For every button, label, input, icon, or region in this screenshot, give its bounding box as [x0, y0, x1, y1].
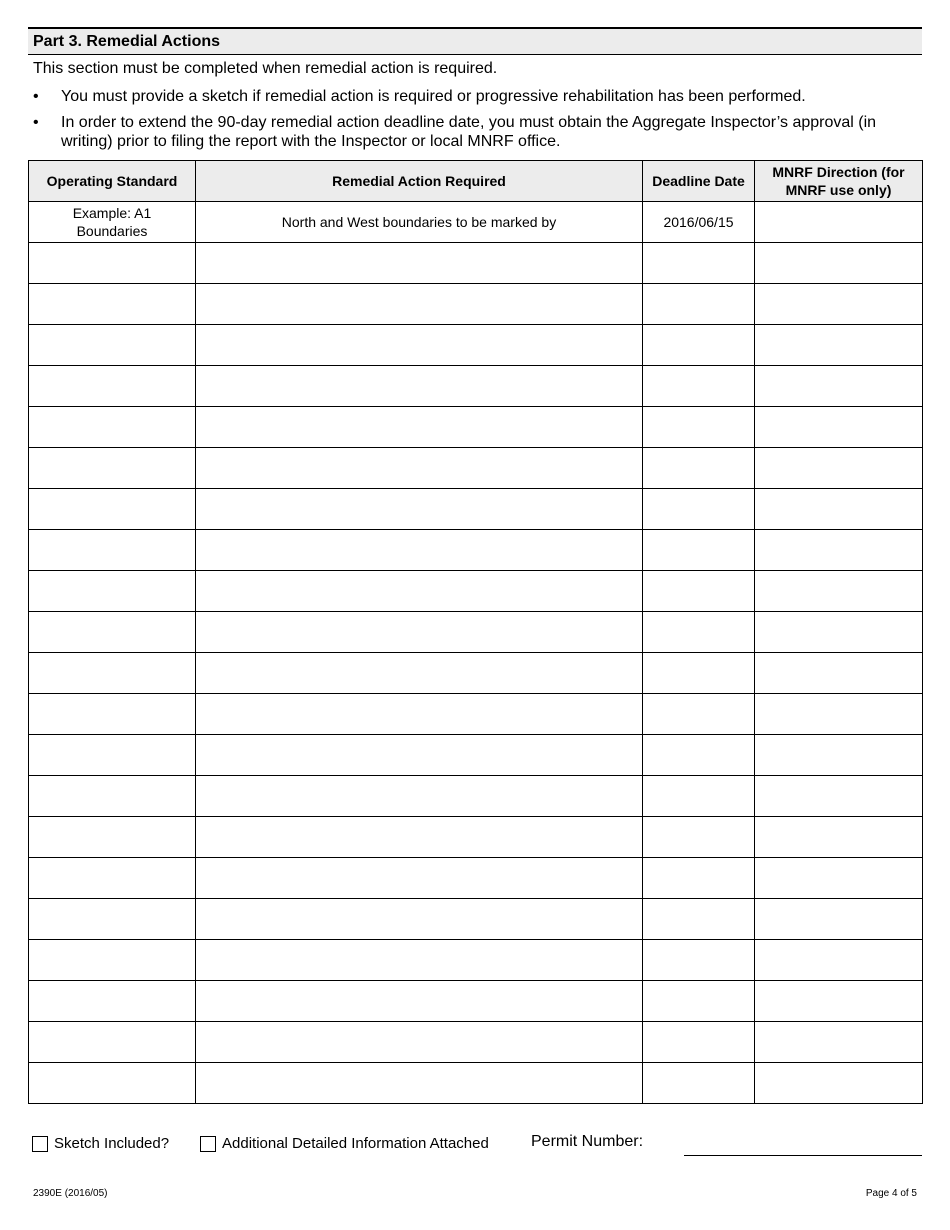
bullet-text: In order to extend the 90-day remedial action deadline date, you must obtain the Aggregate Inspector’s approval (in writing) prior to filing the report with the Inspector or local MNRF office.: [61, 114, 877, 150]
table-row: [29, 735, 923, 776]
cell-deadline-date-input[interactable]: [643, 981, 755, 1022]
cell-deadline-date-input[interactable]: [643, 817, 755, 858]
cell-remedial-action-input[interactable]: [196, 1022, 643, 1063]
example-deadline: 2016/06/15: [643, 202, 755, 243]
header-remedial-action: Remedial Action Required: [196, 161, 643, 202]
table-row: [29, 899, 923, 940]
cell-deadline-date-input[interactable]: [643, 571, 755, 612]
cell-mnrf-direction-input[interactable]: [755, 694, 923, 735]
table-row: [29, 776, 923, 817]
table-row: [29, 858, 923, 899]
cell-mnrf-direction-input[interactable]: [755, 284, 923, 325]
sketch-included-label: Sketch Included?: [54, 1135, 170, 1152]
cell-remedial-action-input[interactable]: [196, 571, 643, 612]
table-row: [29, 612, 923, 653]
table-row: [29, 530, 923, 571]
cell-mnrf-direction-input[interactable]: [755, 735, 923, 776]
cell-operating-standard-input[interactable]: [29, 776, 196, 817]
cell-mnrf-direction-input[interactable]: [755, 612, 923, 653]
sketch-included-option[interactable]: [32, 1135, 169, 1152]
cell-remedial-action-input[interactable]: [196, 612, 643, 653]
cell-deadline-date-input[interactable]: [643, 407, 755, 448]
table-row: [29, 1022, 923, 1063]
cell-deadline-date-input[interactable]: [643, 612, 755, 653]
cell-mnrf-direction-input[interactable]: [755, 940, 923, 981]
cell-remedial-action-input[interactable]: [196, 489, 643, 530]
cell-mnrf-direction-input[interactable]: [755, 817, 923, 858]
table-row: [29, 366, 923, 407]
example-operating-standard: Example: A1 Boundaries: [29, 202, 196, 243]
table-row: [29, 448, 923, 489]
cell-deadline-date-input[interactable]: [643, 694, 755, 735]
cell-operating-standard-input[interactable]: [29, 940, 196, 981]
section-intro: This section must be completed when remedial action is required.: [33, 60, 498, 77]
cell-operating-standard-input[interactable]: [29, 653, 196, 694]
additional-info-checkbox[interactable]: [200, 1136, 216, 1152]
cell-remedial-action-input[interactable]: [196, 448, 643, 489]
cell-mnrf-direction-input[interactable]: [755, 407, 923, 448]
table-row: [29, 981, 923, 1022]
cell-mnrf-direction-input[interactable]: [755, 776, 923, 817]
cell-remedial-action-input[interactable]: [196, 243, 643, 284]
cell-deadline-date-input[interactable]: [643, 366, 755, 407]
form-code: 2390E (2016/05): [33, 1188, 108, 1199]
cell-mnrf-direction-input[interactable]: [755, 899, 923, 940]
cell-operating-standard-input[interactable]: [29, 1022, 196, 1063]
cell-operating-standard-input[interactable]: [29, 817, 196, 858]
cell-mnrf-direction-input[interactable]: [755, 325, 923, 366]
cell-remedial-action-input[interactable]: [196, 817, 643, 858]
cell-deadline-date-input[interactable]: [643, 858, 755, 899]
header-deadline-date: Deadline Date: [643, 161, 755, 202]
cell-deadline-date-input[interactable]: [643, 489, 755, 530]
section-title: Part 3. Remedial Actions: [28, 27, 922, 55]
cell-operating-standard-input[interactable]: [29, 858, 196, 899]
cell-operating-standard-input[interactable]: [29, 448, 196, 489]
table-row: [29, 407, 923, 448]
cell-operating-standard-input[interactable]: [29, 1063, 196, 1104]
cell-remedial-action-input[interactable]: [196, 940, 643, 981]
cell-operating-standard-input[interactable]: [29, 530, 196, 571]
cell-remedial-action-input[interactable]: [196, 653, 643, 694]
cell-remedial-action-input[interactable]: [196, 694, 643, 735]
additional-info-option[interactable]: [200, 1135, 489, 1152]
table-header-row: [29, 161, 923, 202]
table-row: [29, 284, 923, 325]
table-row: [29, 325, 923, 366]
cell-mnrf-direction-input[interactable]: [755, 981, 923, 1022]
header-mnrf-direction: MNRF Direction (for MNRF use only): [755, 161, 923, 202]
cell-deadline-date-input[interactable]: [643, 776, 755, 817]
cell-deadline-date-input[interactable]: [643, 1063, 755, 1104]
cell-deadline-date-input[interactable]: [643, 735, 755, 776]
cell-mnrf-direction-input[interactable]: [755, 366, 923, 407]
bullet-sketch-requirement: [33, 87, 918, 106]
bullet-marker: •: [33, 88, 39, 105]
cell-remedial-action-input[interactable]: [196, 407, 643, 448]
remedial-actions-table: [28, 160, 923, 1104]
additional-info-label: Additional Detailed Information Attached: [222, 1135, 489, 1152]
cell-deadline-date-input[interactable]: [643, 653, 755, 694]
cell-mnrf-direction-input[interactable]: [755, 530, 923, 571]
cell-remedial-action-input[interactable]: [196, 1063, 643, 1104]
cell-deadline-date-input[interactable]: [643, 325, 755, 366]
cell-mnrf-direction-input[interactable]: [755, 571, 923, 612]
table-row: [29, 1063, 923, 1104]
example-row: [29, 202, 923, 243]
cell-operating-standard-input[interactable]: [29, 981, 196, 1022]
table-row: [29, 489, 923, 530]
permit-number-input[interactable]: [684, 1137, 922, 1156]
table-row: [29, 653, 923, 694]
cell-operating-standard-input[interactable]: [29, 325, 196, 366]
cell-remedial-action-input[interactable]: [196, 858, 643, 899]
cell-remedial-action-input[interactable]: [196, 776, 643, 817]
cell-operating-standard-input[interactable]: [29, 284, 196, 325]
cell-remedial-action-input[interactable]: [196, 530, 643, 571]
header-operating-standard: Operating Standard: [29, 161, 196, 202]
permit-number-label: Permit Number:: [531, 1133, 644, 1150]
table-row: [29, 243, 923, 284]
cell-remedial-action-input[interactable]: [196, 735, 643, 776]
example-remedial-action: North and West boundaries to be marked by: [196, 202, 643, 243]
bullet-text: You must provide a sketch if remedial action is required or progressive rehabilitation has been performed.: [61, 88, 806, 105]
cell-operating-standard-input[interactable]: [29, 899, 196, 940]
table-row: [29, 817, 923, 858]
cell-deadline-date-input[interactable]: [643, 448, 755, 489]
bullet-deadline-extension: [33, 113, 918, 151]
table-row: [29, 694, 923, 735]
cell-deadline-date-input[interactable]: [643, 243, 755, 284]
cell-remedial-action-input[interactable]: [196, 899, 643, 940]
cell-operating-standard-input[interactable]: [29, 571, 196, 612]
table-row: [29, 571, 923, 612]
table-row: [29, 940, 923, 981]
cell-remedial-action-input[interactable]: [196, 366, 643, 407]
form-footer: [0, 1135, 950, 1159]
cell-operating-standard-input[interactable]: [29, 243, 196, 284]
bullet-marker: •: [33, 114, 39, 131]
cell-mnrf-direction-input[interactable]: [755, 858, 923, 899]
cell-deadline-date-input[interactable]: [643, 899, 755, 940]
page-number: Page 4 of 5: [865, 1188, 917, 1199]
sketch-included-checkbox[interactable]: [32, 1136, 48, 1152]
cell-operating-standard-input[interactable]: [29, 612, 196, 653]
cell-mnrf-direction-input[interactable]: [755, 243, 923, 284]
cell-operating-standard-input[interactable]: [29, 407, 196, 448]
cell-remedial-action-input[interactable]: [196, 981, 643, 1022]
cell-deadline-date-input[interactable]: [643, 284, 755, 325]
cell-deadline-date-input[interactable]: [643, 1022, 755, 1063]
cell-mnrf-direction-input[interactable]: [755, 653, 923, 694]
example-mnrf-direction: [755, 202, 923, 243]
cell-mnrf-direction-input[interactable]: [755, 1063, 923, 1104]
cell-mnrf-direction-input[interactable]: [755, 448, 923, 489]
cell-remedial-action-input[interactable]: [196, 284, 643, 325]
cell-operating-standard-input[interactable]: [29, 694, 196, 735]
cell-mnrf-direction-input[interactable]: [755, 1022, 923, 1063]
cell-operating-standard-input[interactable]: [29, 489, 196, 530]
cell-operating-standard-input[interactable]: [29, 735, 196, 776]
cell-operating-standard-input[interactable]: [29, 366, 196, 407]
cell-deadline-date-input[interactable]: [643, 940, 755, 981]
cell-remedial-action-input[interactable]: [196, 325, 643, 366]
cell-deadline-date-input[interactable]: [643, 530, 755, 571]
cell-mnrf-direction-input[interactable]: [755, 489, 923, 530]
